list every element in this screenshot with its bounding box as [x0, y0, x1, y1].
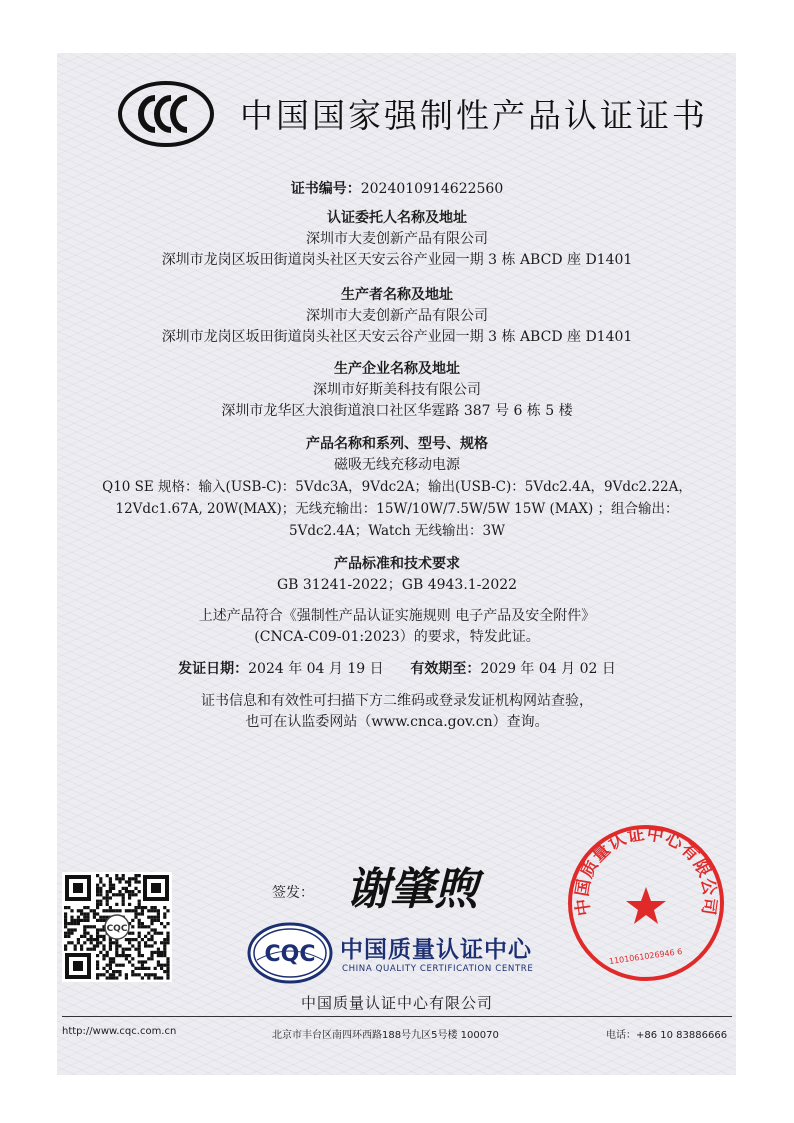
- issuer-name-en: CHINA QUALITY CERTIFICATION CENTRE: [342, 964, 534, 974]
- footer-divider: [62, 1016, 732, 1017]
- dates-line: [60, 659, 734, 679]
- conformity-line-1: 上述产品符合《强制性产品认证实施规则 电子产品及安全附件》: [198, 608, 596, 624]
- issuer-name-cn: 中国质量认证中心: [340, 937, 532, 963]
- seal-text: 中国质量认证中心有限公司: [572, 824, 720, 918]
- expiry-date-value: 2029 年 04 月 02 日: [480, 661, 616, 677]
- product-spec-line-1: Q10 SE 规格：输入(USB-C)：5Vdc3A，9Vdc2A；输出(USB-C)：5Vdc2.4A，9Vdc2.22A，: [102, 479, 692, 495]
- product-heading: 产品名称和系列、型号、规格: [306, 436, 488, 452]
- manufacturer-address: 深圳市龙岗区坂田街道岗头社区天安云谷产业园一期 3 栋 ABCD 座 D1401: [161, 329, 633, 345]
- expiry-date-label: 有效期至：: [410, 661, 481, 677]
- standards-heading: 产品标准和技术要求: [334, 556, 460, 572]
- footer-address: 北京市丰台区南四环西路188号九区5号楼 100070: [272, 1030, 499, 1041]
- cqc-logo: [247, 922, 333, 984]
- svg-text:CQC: CQC: [106, 924, 128, 934]
- manufacturer-heading: 生产者名称及地址: [341, 287, 453, 303]
- cert-number-value: 2024010914622560: [360, 181, 504, 197]
- footer-website[interactable]: http://www.cqc.com.cn: [62, 1026, 177, 1037]
- issue-date-label: 发证日期：: [178, 661, 249, 677]
- signature-image: [342, 858, 502, 918]
- product-spec-line-3: 5Vdc2.4A；Watch 无线输出：3W: [289, 523, 505, 539]
- manufacturer-name: 深圳市大麦创新产品有限公司: [306, 308, 488, 324]
- factory-heading: 生产企业名称及地址: [334, 361, 460, 377]
- applicant-name: 深圳市大麦创新产品有限公司: [306, 231, 488, 247]
- issuer-company: 中国质量认证中心有限公司: [300, 994, 493, 1012]
- signature-label: 签发：: [272, 885, 314, 901]
- svg-text:1101061026946 6: 1101061026946 6: [608, 946, 683, 967]
- cqc-logo-text: CQC: [264, 942, 316, 967]
- footer-phone: 电话：+86 10 83886666: [606, 1030, 728, 1041]
- standards-value: GB 31241-2022；GB 4943.1-2022: [276, 577, 518, 593]
- issue-date-value: 2024 年 04 月 19 日: [248, 661, 384, 677]
- applicant-heading: 认证委托人名称及地址: [327, 210, 467, 226]
- factory-name: 深圳市好斯美科技有限公司: [313, 382, 481, 398]
- product-spec-line-2: 12Vdc1.67A, 20W(MAX)；无线充输出：15W/10W/7.5W/5W 15W (MAX) ；组合输出：: [115, 501, 679, 517]
- ccc-logo: [117, 80, 215, 148]
- verification-line-2: 也可在认监委网站（www.cnca.gov.cn）查询。: [245, 714, 549, 730]
- qr-code[interactable]: [62, 872, 172, 982]
- official-seal: [566, 823, 726, 983]
- certificate-title: 中国国家强制性产品认证证书: [240, 96, 708, 135]
- product-name: 磁吸无线充移动电源: [334, 457, 460, 473]
- verification-line-1: 证书信息和有效性可扫描下方二维码或登录发证机构网站查验，: [201, 693, 593, 709]
- conformity-line-2: (CNCA-C09-01:2023）的要求，特发此证。: [254, 629, 540, 645]
- cert-number-label: 证书编号：: [290, 181, 361, 197]
- cert-number-line: [60, 179, 734, 199]
- factory-address: 深圳市龙华区大浪街道浪口社区华霆路 387 号 6 栋 5 楼: [221, 403, 573, 419]
- applicant-address: 深圳市龙岗区坂田街道岗头社区天安云谷产业园一期 3 栋 ABCD 座 D1401: [161, 252, 633, 268]
- signature-text: 谢肇煦: [346, 864, 478, 915]
